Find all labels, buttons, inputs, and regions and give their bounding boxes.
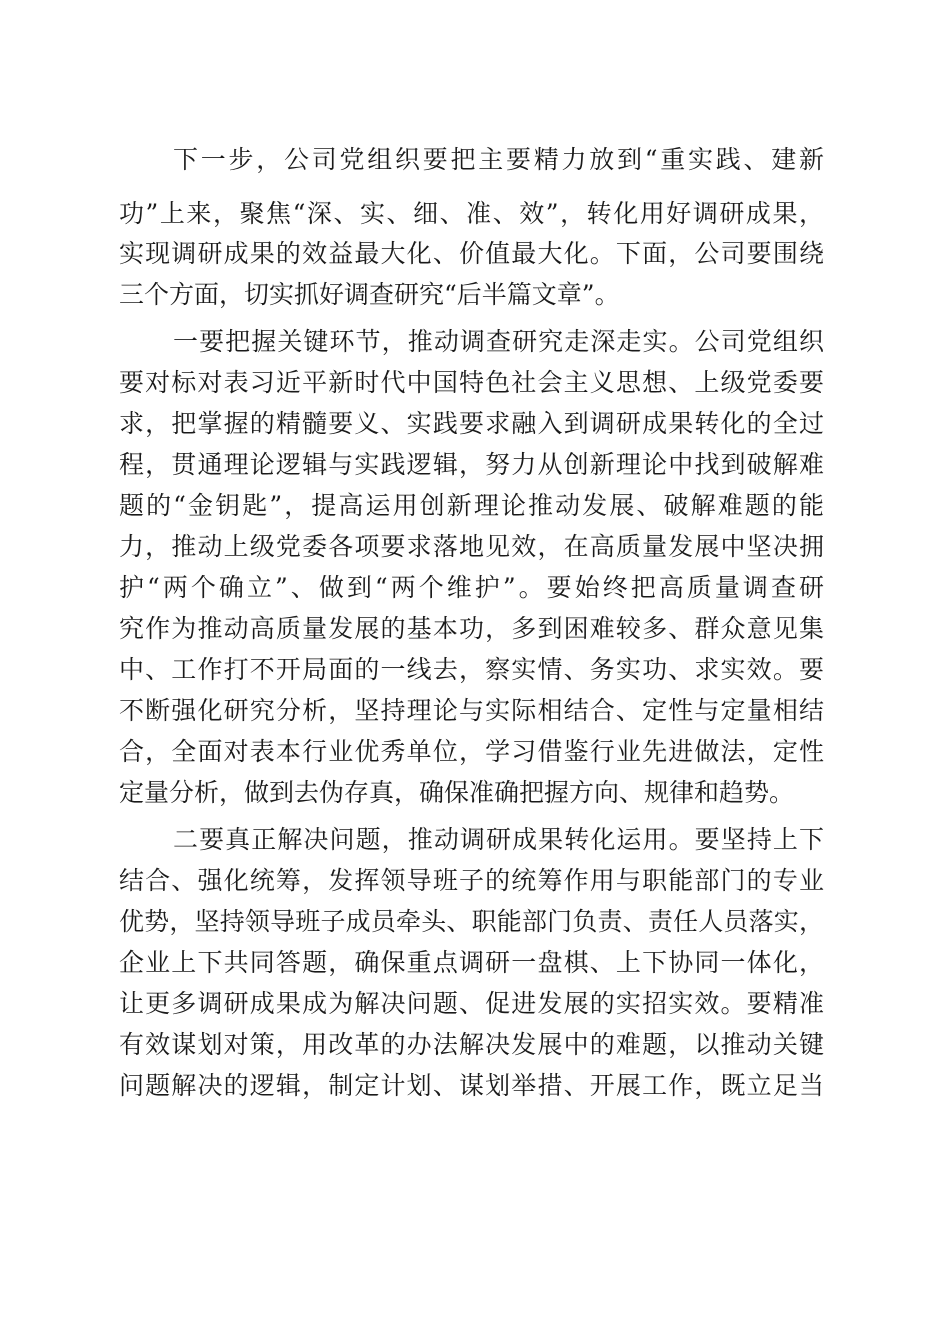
text-line: 求，把掌握的精髓要义、实践要求融入到调研成果转化的全过 bbox=[119, 409, 824, 438]
text-line: 究作为推动高质量发展的基本功，多到困难较多、群众意见集 bbox=[119, 614, 824, 643]
text-line: 下一步，公司党组织要把主要精力放到“重实践、建新 bbox=[173, 145, 824, 174]
text-line: 结合、强化统筹，发挥领导班子的统筹作用与职能部门的专业 bbox=[119, 866, 824, 895]
text-line: 企业上下共同答题，确保重点调研一盘棋、上下协同一体化， bbox=[119, 948, 824, 977]
text-line: 功”上来，聚焦“深、实、细、准、效”，转化用好调研成果， bbox=[119, 199, 824, 228]
text-line: 力，推动上级党委各项要求落地见效，在高质量发展中坚决拥 bbox=[119, 532, 824, 561]
text-line: 一要把握关键环节，推动调查研究走深走实。公司党组织 bbox=[173, 327, 824, 356]
text-line: 三个方面，切实抓好调查研究“后半篇文章”。 bbox=[119, 280, 620, 309]
text-line: 不断强化研究分析，坚持理论与实际相结合、定性与定量相结 bbox=[119, 696, 824, 725]
text-line: 让更多调研成果成为解决问题、促进发展的实招实效。要精准 bbox=[119, 989, 824, 1018]
text-line: 程，贯通理论逻辑与实践逻辑，努力从创新理论中找到破解难 bbox=[119, 450, 824, 479]
text-line: 中、工作打不开局面的一线去，察实情、务实功、求实效。要 bbox=[119, 655, 824, 684]
text-line: 优势，坚持领导班子成员牵头、职能部门负责、责任人员落实， bbox=[119, 907, 824, 936]
text-line: 题的“金钥匙”，提高运用创新理论推动发展、破解难题的能 bbox=[119, 491, 824, 520]
text-line: 定量分析，做到去伪存真，确保准确把握方向、规律和趋势。 bbox=[119, 778, 795, 807]
text-line: 二要真正解决问题，推动调研成果转化运用。要坚持上下 bbox=[173, 825, 824, 854]
text-line: 问题解决的逻辑，制定计划、谋划举措、开展工作，既立足当 bbox=[119, 1071, 824, 1100]
text-line: 实现调研成果的效益最大化、价值最大化。下面，公司要围绕 bbox=[119, 239, 824, 268]
text-line: 合，全面对表本行业优秀单位，学习借鉴行业先进做法，定性 bbox=[119, 737, 824, 766]
text-line: 护“两个确立”、做到“两个维护”。要始终把高质量调查研 bbox=[119, 573, 824, 602]
text-line: 有效谋划对策，用改革的办法解决发展中的难题，以推动关键 bbox=[119, 1030, 824, 1059]
text-line: 要对标对表习近平新时代中国特色社会主义思想、上级党委要 bbox=[119, 368, 824, 397]
